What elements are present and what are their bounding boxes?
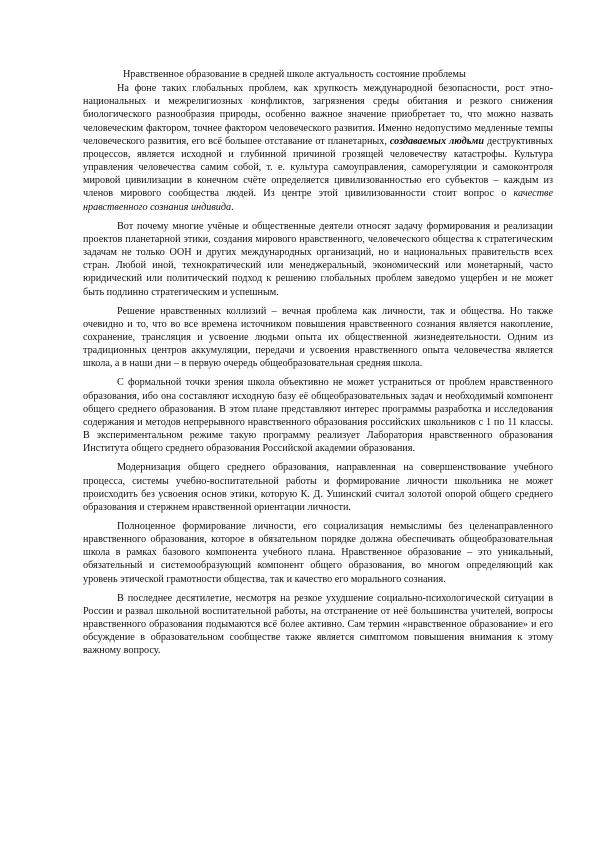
- paragraph-1-text-end: .: [231, 201, 234, 213]
- paragraph-6: Полноценное формирование личности, его социализация немыслимы без целенаправленного нравственного образования, которое в обязательном порядке должна обеспечивать общеобразовательная школа в рамках базового компонента учебного плана. Нравственное образование – это уникальный, обязательный и системообразующий компонент общего образования, во многом определяющий как уровень этической грамотности общества, так и качество его морального сознания.: [83, 521, 553, 585]
- paragraph-1-text-start: На фоне таких глобальных проблем, как хрупкость международной безопасности, рост этно-национальных и межрелигиозных конфликтов, загрязнения среды обитания и резкого снижения биологического разнообразия природы, особенно важное значение приобретает то, что можно назвать человеческим фактором, точнее фактором человеческого развития. Именно недопустимо медленные темпы человеческого развития, его всё большее отставание от планетарных,: [83, 83, 553, 147]
- paragraph-2: Вот почему многие учёные и общественные деятели относят задачу формирования и реализации проектов планетарной этики, создания мирового нравственного, человеческого общества к стратегическим задачам не только ООН и других международных организаций, но и национальных правительств всех стран. Любой иной, технократический или менеджеральный, экономический или монетарный, часто юридический или политический подход к решению глобальных проблем заведомо ущербен и не может быть подлинно стратегическим и успешным.: [83, 220, 553, 298]
- paragraph-1-emphasis-conscience: качестве нравственного сознания индивида: [83, 188, 553, 213]
- paragraph-3: Решение нравственных коллизий – вечная проблема как личности, так и общества. Но также очевидно и то, что во все времена источником повышения нравственного сознания является накопление, сохранение, трансляция и усвоение людьми опыта их общественной жизнедеятельности. Одним из традиционных центров аккумуляции, передачи и усвоения нравственного опыта человечества является школа, а в наши дни – в первую очередь общеобразовательная средняя школа.: [83, 305, 553, 370]
- document-body: [83, 68, 553, 664]
- document-title: Нравственное образование в средней школе актуальность состояние проблемы: [123, 69, 466, 80]
- paragraph-4: С формальной точки зрения школа объективно не может устраниться от проблем нравственного образования, ибо она составляют исходную базу её общеобразовательных задач и необходимый компонент общего среднего образования. В этом плане представляют интерес программы разработка и исследования содержания и методов непрерывного нравственного образования российских школьников с 1 по 11 классы. В экспериментальном режиме такую программу реализует Лаборатория нравственного образования Института общего среднего образования Российской академии образования.: [83, 377, 553, 455]
- paragraph-1: [83, 82, 553, 214]
- paragraph-5: Модернизация общего среднего образования, направленная на совершенствование учебного процесса, системы учебно-воспитательной работы и формирование личности школьника не может происходить без усвоения основ этики, которую К. Д. Ушинский считал золотой опорой общего среднего образования и стержнем нравственной ориентации личности.: [83, 462, 553, 513]
- paragraph-7: В последнее десятилетие, несмотря на резкое ухудшение социально-психологической ситуации в России и развал школьной воспитательной работы, на отстранение от неё большинства учителей, вопросы нравственного образования подымаются всё более активно. Сам термин «нравственное образование» и его обсуждение в образовательном сообществе также является симптомом повышения внимания к этому важному вопросу.: [83, 592, 553, 657]
- paragraph-1-emphasis-people: создаваемых людьми: [389, 135, 485, 147]
- paragraph-1-text-middle: деструктивных процессов, является исходной и глубинной причиной грозящей человечеству катастрофы. Культура управления человечества самим собой, т. е. культура самоуправления, саморегуляции и самоконтроля мировой цивилизации в конечном счёте определяется цивилизованностью его субъектов – каждым из членов мирового сообщества людей. Из центре этой цивилизованности стоит вопрос о: [83, 135, 553, 200]
